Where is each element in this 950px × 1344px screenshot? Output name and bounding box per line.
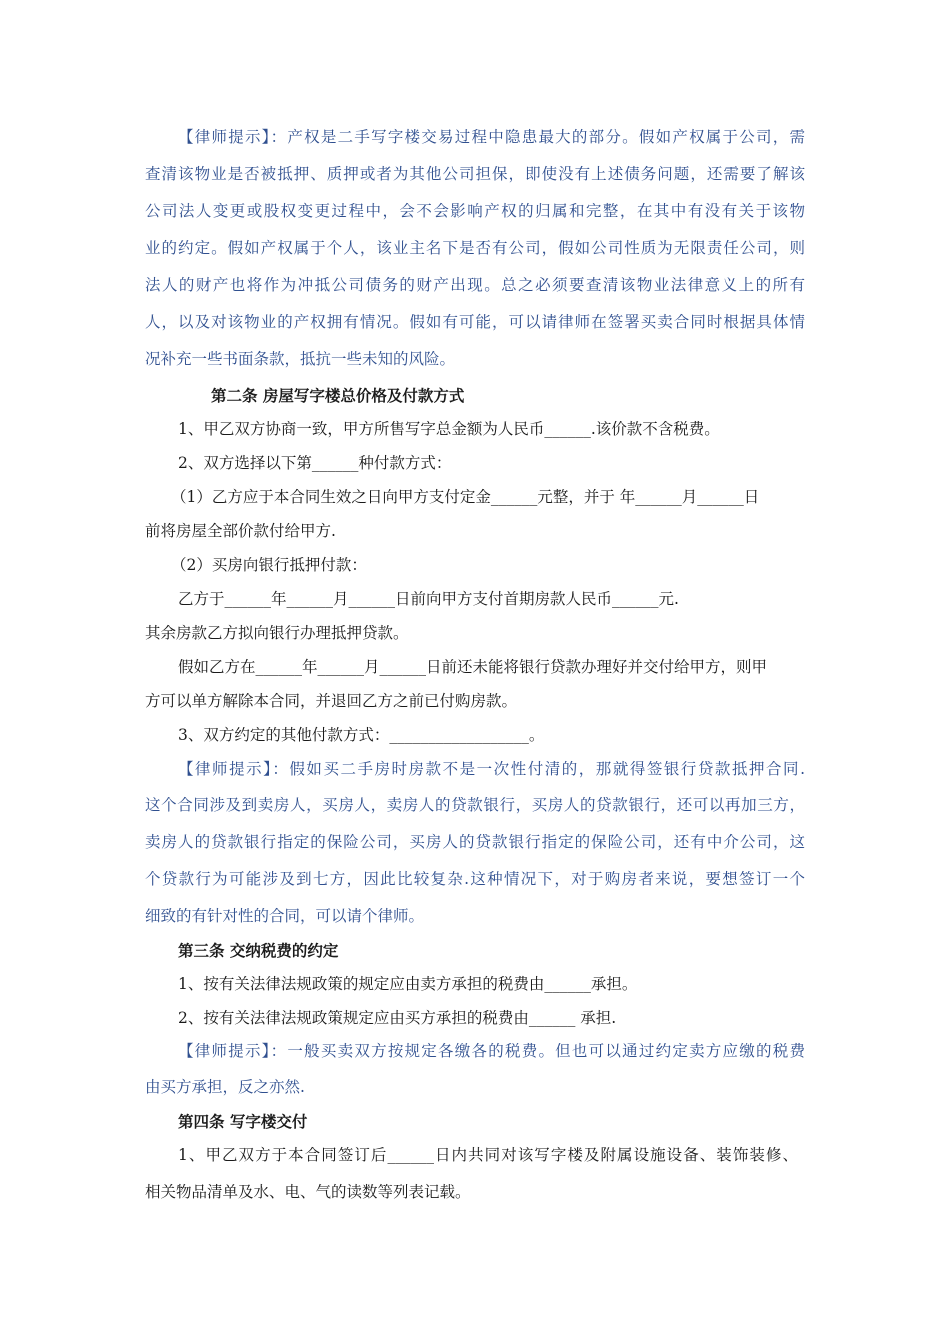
payment-option-1-line-1: （1）乙方应于本合同生效之日向甲方支付定金______元整，并于 年______月______日 <box>171 488 760 506</box>
payment-option-2-line-4: 方可以单方解除本合同，并退回乙方之前已付购房款。 <box>145 692 518 710</box>
payment-option-2-line-3: 假如乙方在______年______月______日前还未能将银行贷款办理好并交付给甲方，则甲 <box>178 658 768 676</box>
lawyer-tip-1-line-4: 业的约定。假如产权属于个人，该业主名下是否有公司，假如公司性质为无限责任公司，则 <box>145 239 805 257</box>
payment-option-1-line-2: 前将房屋全部价款付给甲方. <box>145 522 336 540</box>
lawyer-tip-1-line-1: 【律师提示】：产权是二手写字楼交易过程中隐患最大的部分。假如产权属于公司，需 <box>178 128 805 146</box>
lawyer-tip-1-line-3: 公司法人变更或股权变更过程中，会不会影响产权的归属和完整，在其中有没有关于该物 <box>145 202 805 220</box>
article-3-item-1: 1、按有关法律法规政策的规定应由卖方承担的税费由______承担。 <box>178 975 638 993</box>
lawyer-tip-2-line-2: 这个合同涉及到卖房人，买房人，卖房人的贷款银行，买房人的贷款银行，还可以再加三方， <box>145 796 805 814</box>
lawyer-tip-2-line-5: 细致的有针对性的合同，可以请个律师。 <box>145 907 425 925</box>
article-4-item-1-line-1: 1、甲乙双方于本合同签订后______日内共同对该写字楼及附属设施设备、装饰装修、 <box>178 1146 798 1164</box>
article-4-heading: 第四条 写字楼交付 <box>178 1112 308 1131</box>
lawyer-tip-3-line-1: 【律师提示】：一般买卖双方按规定各缴各的税费。但也可以通过约定卖方应缴的税费 <box>178 1042 805 1060</box>
lawyer-tip-1-line-5: 法人的财产也将作为冲抵公司债务的财产出现。总之必须要查清该物业法律意义上的所有 <box>145 276 805 294</box>
payment-option-2-line-2: 其余房款乙方拟向银行办理抵押贷款。 <box>145 624 409 642</box>
lawyer-tip-1-line-6: 人，以及对该物业的产权拥有情况。假如有可能，可以请律师在签署买卖合同时根据具体情 <box>145 313 805 331</box>
lawyer-tip-2-line-4: 个贷款行为可能涉及到七方，因此比较复杂.这种情况下，对于购房者来说，要想签订一个 <box>145 870 805 888</box>
payment-option-2-line-1: 乙方于______年______月______日前向甲方支付首期房款人民币______元. <box>178 590 679 608</box>
lawyer-tip-2-line-3: 卖房人的贷款银行指定的保险公司，买房人的贷款银行指定的保险公司，还有中介公司，这 <box>145 833 805 851</box>
article-3-heading: 第三条 交纳税费的约定 <box>178 941 339 960</box>
article-2-item-2: 2、双方选择以下第______种付款方式： <box>178 454 452 472</box>
lawyer-tip-1-line-2: 查清该物业是否被抵押、质押或者为其他公司担保，即使没有上述债务问题，还需要了解该 <box>145 165 805 183</box>
lawyer-tip-2-line-1: 【律师提示】：假如买二手房时房款不是一次性付清的，那就得签银行贷款抵押合同. <box>178 760 805 778</box>
article-2-item-3: 3、双方约定的其他付款方式：__________________。 <box>178 726 545 744</box>
article-2-heading: 第二条 房屋写字楼总价格及付款方式 <box>211 386 465 405</box>
lawyer-tip-3-line-2: 由买方承担，反之亦然. <box>145 1078 305 1096</box>
lawyer-tip-1-line-7: 况补充一些书面条款，抵抗一些未知的风险。 <box>145 350 456 368</box>
article-2-item-1: 1、甲乙双方协商一致，甲方所售写字总金额为人民币______.该价款不含税费。 <box>178 420 720 438</box>
payment-option-2-heading: （2）买房向银行抵押付款： <box>171 556 367 574</box>
article-3-item-2: 2、按有关法律法规政策规定应由买方承担的税费由______ 承担. <box>178 1009 617 1027</box>
article-4-item-1-line-2: 相关物品清单及水、电、气的读数等列表记载。 <box>145 1183 471 1201</box>
